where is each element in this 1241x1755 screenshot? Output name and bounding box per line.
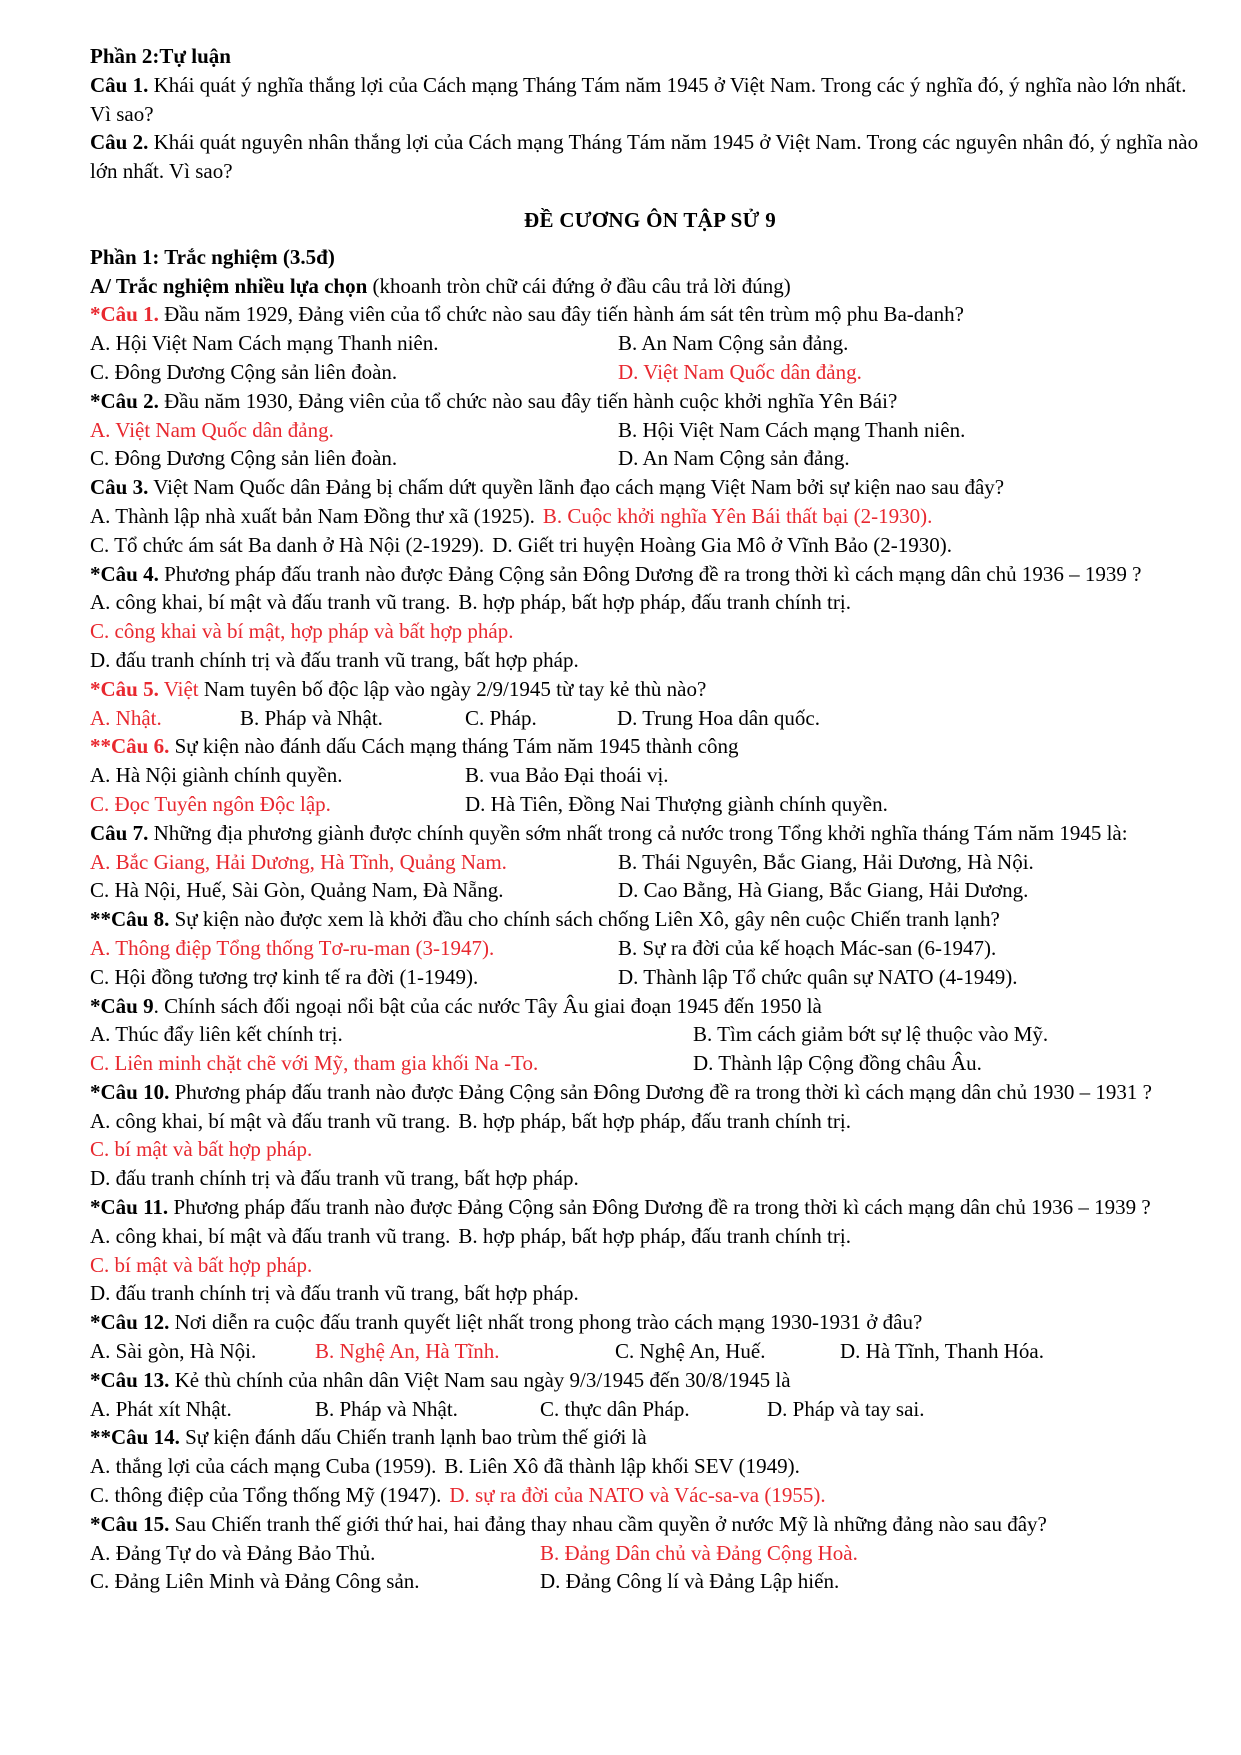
option-d-answer: D. sự ra đời của NATO và Vác-sa-va (1955).	[449, 1483, 826, 1508]
question-label: **Câu 8.	[90, 907, 170, 932]
options-row	[90, 1222, 1210, 1251]
question-7	[90, 819, 1210, 848]
option-b: B. Pháp và Nhật.	[315, 1396, 458, 1421]
question-15	[90, 1510, 1210, 1539]
option-a: A. Đảng Tự do và Đảng Bảo Thủ.	[90, 1540, 376, 1565]
option-d: D. Trung Hoa dân quốc.	[617, 705, 820, 730]
document-page	[90, 42, 1210, 1596]
question-label: Câu 7.	[90, 820, 149, 845]
question-text: Đầu năm 1929, Đảng viên của tổ chức nào sau đây tiến hành ám sát tên trùm mộ phu Ba-danh?	[158, 302, 964, 327]
option-a: A. thắng lợi của cách mạng Cuba (1959).	[90, 1454, 437, 1479]
question-11	[90, 1193, 1210, 1222]
option-a: A. Hà Nội giành chính quyền.	[90, 763, 343, 788]
question-text-highlight: Việt	[158, 676, 199, 701]
question-9	[90, 992, 1210, 1021]
options-row	[90, 1567, 1210, 1596]
options-row	[90, 1539, 1210, 1568]
option-c: C. Nghệ An, Huế.	[615, 1339, 766, 1364]
option-b: B. Tìm cách giảm bớt sự lệ thuộc vào Mỹ.	[693, 1022, 1049, 1047]
option-a: A. Thành lập nhà xuất bản Nam Đồng thư xã (1925).	[90, 503, 535, 528]
option-c: C. Pháp.	[465, 705, 537, 730]
question-13	[90, 1366, 1210, 1395]
option-c: C. thực dân Pháp.	[540, 1396, 690, 1421]
option-d: D. An Nam Cộng sản đảng.	[618, 446, 850, 471]
question-text: Khái quát nguyên nhân thắng lợi của Cách mạng Tháng Tám năm 1945 ở Việt Nam. Trong các nguyên nhân đó, ý nghĩa nào lớn nhất. Vì sao?	[90, 130, 1199, 184]
option-c: C. Đảng Liên Minh và Đảng Công sản.	[90, 1569, 420, 1594]
question-text: Nam tuyên bố độc lập vào ngày 2/9/1945 từ tay kẻ thù nào?	[198, 676, 707, 701]
option-c-answer: C. bí mật và bất hợp pháp.	[90, 1137, 313, 1162]
question-label: *Câu 1.	[90, 302, 159, 327]
options-row	[90, 761, 1210, 790]
option-d: D. Thành lập Tổ chức quân sự NATO (4-1949).	[618, 964, 1018, 989]
question-text: Đầu năm 1930, Đảng viên của tổ chức nào sau đây tiến hành cuộc khởi nghĩa Yên Bái?	[158, 388, 898, 413]
options-row	[90, 1337, 1210, 1366]
question-label: *Câu 13.	[90, 1367, 170, 1392]
option-c-answer: C. công khai và bí mật, hợp pháp và bất hợp pháp.	[90, 619, 514, 644]
question-text: Những địa phương giành được chính quyền sớm nhất trong cả nước trong Tổng khởi nghĩa tháng Tám năm 1945 là:	[148, 820, 1128, 845]
option-d: D. đấu tranh chính trị và đấu tranh vũ trang, bất hợp pháp.	[90, 1166, 579, 1191]
question-label: Câu 1.	[90, 72, 149, 97]
options-row	[90, 588, 1210, 617]
question-10	[90, 1078, 1210, 1107]
question-label: *Câu 11.	[90, 1195, 169, 1220]
question-text: Phương pháp đấu tranh nào được Đảng Cộng sản Đông Dương đề ra trong thời kì cách mạng dân chủ 1930 – 1931 ?	[169, 1079, 1152, 1104]
section-a-label: A/ Trắc nghiệm nhiều lựa chọn	[90, 273, 368, 298]
question-text: Phương pháp đấu tranh nào được Đảng Cộng sản Đông Dương đề ra trong thời kì cách mạng dân chủ 1936 – 1939 ?	[168, 1195, 1151, 1220]
option-b-answer: B. Cuộc khởi nghĩa Yên Bái thất bại (2-1930).	[542, 503, 933, 528]
essay-question-1	[90, 71, 1210, 129]
question-text: Sự kiện nào đánh dấu Cách mạng tháng Tám năm 1945 thành công	[169, 734, 739, 759]
options-row	[90, 329, 1210, 358]
option-b-answer: B. Nghệ An, Hà Tĩnh.	[315, 1339, 500, 1364]
option-a-answer: A. Việt Nam Quốc dân đảng.	[90, 417, 334, 442]
option-a-answer: A. Nhật.	[90, 705, 162, 730]
part2-title: Phần 2:Tự luận	[90, 44, 231, 68]
option-a: A. công khai, bí mật và đấu tranh vũ trang.	[90, 590, 451, 615]
option-a: A. Hội Việt Nam Cách mạng Thanh niên.	[90, 331, 439, 356]
option-d: D. đấu tranh chính trị và đấu tranh vũ trang, bất hợp pháp.	[90, 647, 579, 672]
question-text: Phương pháp đấu tranh nào được Đảng Cộng sản Đông Dương đề ra trong thời kì cách mạng dân chủ 1936 – 1939 ?	[158, 561, 1142, 586]
question-12	[90, 1308, 1210, 1337]
part1-title: Phần 1: Trắc nghiệm (3.5đ)	[90, 244, 335, 269]
option-d: D. Hà Tiên, Đồng Nai Thượng giành chính quyền.	[465, 791, 888, 816]
options-row	[90, 790, 1210, 819]
options-row	[90, 444, 1210, 473]
option-c: C. Tổ chức ám sát Ba danh ở Hà Nội (2-1929).	[90, 532, 485, 557]
option-c-answer: C. bí mật và bất hợp pháp.	[90, 1252, 313, 1277]
options-row	[90, 963, 1210, 992]
section-a-heading	[90, 272, 1210, 301]
option-a: A. công khai, bí mật và đấu tranh vũ trang.	[90, 1108, 451, 1133]
option-d: D. Pháp và tay sai.	[767, 1396, 925, 1421]
option-d: D. đấu tranh chính trị và đấu tranh vũ trang, bất hợp pháp.	[90, 1281, 579, 1306]
option-b: B. hợp pháp, bất hợp pháp, đấu tranh chính trị.	[458, 1223, 851, 1248]
options-row	[90, 1395, 1210, 1424]
options-row	[90, 531, 1210, 560]
question-label: *Câu 9	[90, 993, 154, 1018]
question-14	[90, 1423, 1210, 1452]
option-d: D. Thành lập Cộng đồng châu Âu.	[693, 1051, 982, 1076]
option-c-answer: C. Liên minh chặt chẽ với Mỹ, tham gia khối Na -To.	[90, 1051, 539, 1076]
option-a: A. Sài gòn, Hà Nội.	[90, 1339, 257, 1364]
options-row	[90, 358, 1210, 387]
option-d: D. Đảng Công lí và Đảng Lập hiến.	[540, 1569, 840, 1594]
options-row	[90, 1481, 1210, 1510]
option-b: B. Liên Xô đã thành lập khối SEV (1949).	[444, 1454, 800, 1479]
option-b: B. Sự ra đời của kế hoạch Mác-san (6-1947).	[618, 935, 997, 960]
question-8	[90, 905, 1210, 934]
question-4	[90, 560, 1210, 589]
option-c: C. Hội đồng tương trợ kinh tế ra đời (1-1949).	[90, 964, 479, 989]
question-3	[90, 473, 1210, 502]
options-row	[90, 1020, 1210, 1049]
essay-question-2	[90, 128, 1210, 186]
question-6	[90, 732, 1210, 761]
option-c: C. Hà Nội, Huế, Sài Gòn, Quảng Nam, Đà Nẵng.	[90, 878, 504, 903]
option-d: D. Giết tri huyện Hoàng Gia Mô ở Vĩnh Bảo (2-1930).	[492, 532, 953, 557]
option-c: C. Đông Dương Cộng sản liên đoàn.	[90, 446, 398, 471]
option-b: B. Hội Việt Nam Cách mạng Thanh niên.	[618, 417, 966, 442]
question-text: Khái quát ý nghĩa thắng lợi của Cách mạng Tháng Tám năm 1945 ở Việt Nam. Trong các ý nghĩa đó, ý nghĩa nào lớn nhất. Vì sao?	[90, 72, 1187, 126]
options-row	[90, 1452, 1210, 1481]
question-text: Sự kiện nào được xem là khởi đầu cho chính sách chống Liên Xô, gây nên cuộc Chiến tranh lạnh?	[169, 907, 1000, 932]
options-row	[90, 848, 1210, 877]
question-label: *Câu 10.	[90, 1079, 170, 1104]
question-text: Kẻ thù chính của nhân dân Việt Nam sau ngày 9/3/1945 đến 30/8/1945 là	[169, 1367, 791, 1392]
question-label: *Câu 5.	[90, 676, 159, 701]
option-d-answer: D. Việt Nam Quốc dân đảng.	[618, 359, 862, 384]
option-a: A. Thúc đẩy liên kết chính trị.	[90, 1022, 343, 1047]
option-a-answer: A. Bắc Giang, Hải Dương, Hà Tĩnh, Quảng Nam.	[90, 849, 507, 874]
option-b-answer: B. Đảng Dân chủ và Đảng Cộng Hoà.	[540, 1540, 858, 1565]
question-label: *Câu 2.	[90, 388, 159, 413]
document-title: ĐỀ CƯƠNG ÔN TẬP SỬ 9	[524, 207, 776, 232]
question-text: . Chính sách đối ngoại nổi bật của các nước Tây Âu giai đoạn 1945 đến 1950 là	[153, 993, 822, 1018]
option-a: A. Phát xít Nhật.	[90, 1396, 232, 1421]
question-label: Câu 2.	[90, 130, 149, 155]
options-row	[90, 876, 1210, 905]
question-text: Sau Chiến tranh thế giới thứ hai, hai đảng thay nhau cầm quyền ở nước Mỹ là những đảng nào sau đây?	[169, 1511, 1047, 1536]
option-b: B. hợp pháp, bất hợp pháp, đấu tranh chính trị.	[458, 1108, 851, 1133]
question-text: Việt Nam Quốc dân Đảng bị chấm dứt quyền lãnh đạo cách mạng Việt Nam bởi sự kiện nao sau đây?	[148, 475, 1005, 500]
option-b: B. An Nam Cộng sản đảng.	[618, 331, 849, 356]
option-b: B. Pháp và Nhật.	[240, 705, 383, 730]
option-c: C. thông điệp của Tổng thống Mỹ (1947).	[90, 1483, 442, 1508]
option-d: D. Hà Tĩnh, Thanh Hóa.	[840, 1339, 1044, 1364]
option-a-answer: A. Thông điệp Tổng thống Tơ-ru-man (3-1947).	[90, 935, 495, 960]
question-label: *Câu 4.	[90, 561, 159, 586]
question-1	[90, 300, 1210, 329]
options-row	[90, 416, 1210, 445]
option-d: D. Cao Bằng, Hà Giang, Bắc Giang, Hải Dương.	[618, 878, 1029, 903]
option-c: C. Đông Dương Cộng sản liên đoàn.	[90, 359, 398, 384]
question-label: Câu 3.	[90, 475, 149, 500]
options-row	[90, 704, 1210, 733]
option-b: B. Thái Nguyên, Bắc Giang, Hải Dương, Hà Nội.	[618, 849, 1034, 874]
question-text: Nơi diễn ra cuộc đấu tranh quyết liệt nhất trong phong trào cách mạng 1930-1931 ở đâu?	[169, 1310, 923, 1335]
question-label: *Câu 12.	[90, 1310, 170, 1335]
options-row	[90, 934, 1210, 963]
question-label: **Câu 6.	[90, 734, 170, 759]
options-row	[90, 502, 1210, 531]
question-2	[90, 387, 1210, 416]
section-a-note: (khoanh tròn chữ cái đứng ở đầu câu trả lời đúng)	[367, 273, 791, 298]
options-row	[90, 1107, 1210, 1136]
question-text: Sự kiện đánh dấu Chiến tranh lạnh bao trùm thế giới là	[179, 1425, 647, 1450]
option-c-answer: C. Đọc Tuyên ngôn Độc lập.	[90, 791, 331, 816]
question-5	[90, 675, 1210, 704]
option-a: A. công khai, bí mật và đấu tranh vũ trang.	[90, 1223, 451, 1248]
options-row	[90, 1049, 1210, 1078]
question-label: **Câu 14.	[90, 1425, 180, 1450]
option-b: B. vua Bảo Đại thoái vị.	[465, 763, 669, 788]
option-b: B. hợp pháp, bất hợp pháp, đấu tranh chính trị.	[458, 590, 851, 615]
question-label: *Câu 15.	[90, 1511, 170, 1536]
